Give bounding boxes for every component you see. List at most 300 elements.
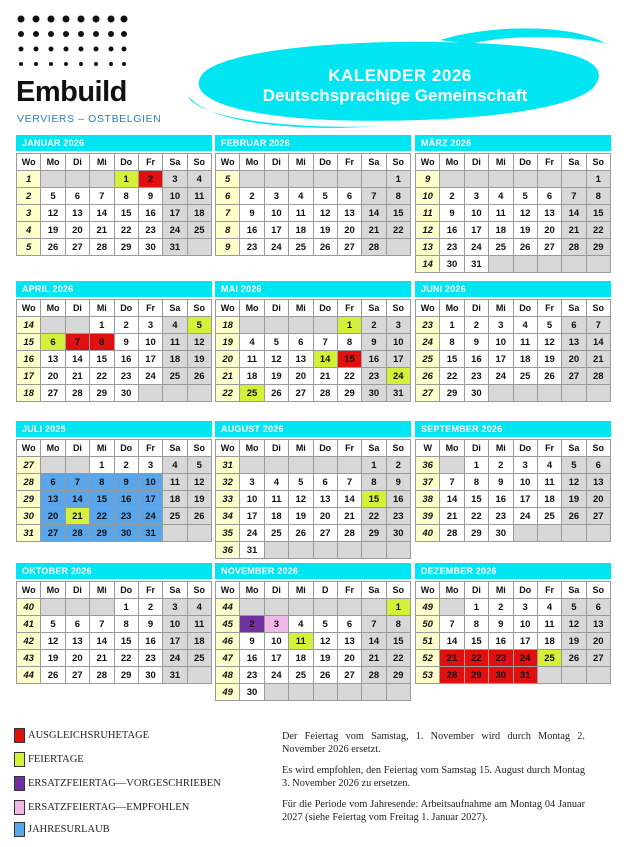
day-cell: 14 (440, 491, 464, 508)
weekday-header: Fr (138, 300, 162, 317)
weekday-header-row (17, 440, 212, 457)
month-title: OKTOBER 2026 (16, 563, 212, 579)
day-cell: 6 (65, 188, 89, 205)
weekday-header: Di (264, 154, 288, 171)
weekday-header: Sa (362, 582, 386, 599)
day-cell: 12 (562, 616, 586, 633)
day-cell: 16 (489, 633, 513, 650)
day-cell: 17 (386, 351, 410, 368)
day-cell: 13 (586, 616, 610, 633)
day-cell: 8 (90, 334, 114, 351)
day-cell: 5 (187, 317, 211, 334)
legend-item (14, 822, 110, 837)
day-cell: 1 (90, 457, 114, 474)
day-cell (513, 256, 537, 273)
week-number: 26 (416, 368, 440, 385)
week-row (416, 188, 611, 205)
day-cell: 5 (41, 616, 65, 633)
week-row (416, 368, 611, 385)
day-cell: 14 (65, 351, 89, 368)
week-row (216, 491, 411, 508)
weekday-header: Di (65, 154, 89, 171)
day-cell: 25 (289, 667, 313, 684)
weekday-header: Do (114, 582, 138, 599)
week-row (216, 222, 411, 239)
day-cell: 24 (489, 368, 513, 385)
day-cell: 29 (464, 525, 488, 542)
day-cell: 26 (187, 508, 211, 525)
month-block (215, 421, 411, 559)
day-cell: 26 (562, 650, 586, 667)
day-cell (240, 171, 264, 188)
month-title: JANUAR 2026 (16, 135, 212, 151)
day-cell: 28 (337, 525, 361, 542)
day-cell: 6 (537, 188, 561, 205)
weekday-header: So (586, 300, 610, 317)
week-number: 40 (17, 599, 41, 616)
day-cell: 21 (586, 351, 610, 368)
day-cell: 11 (513, 334, 537, 351)
day-cell: 17 (513, 491, 537, 508)
week-row (216, 385, 411, 402)
week-number: 36 (216, 542, 240, 559)
day-cell: 10 (138, 334, 162, 351)
day-cell (240, 599, 264, 616)
week-column-header: Wo (416, 300, 440, 317)
day-cell: 17 (264, 650, 288, 667)
month-block (16, 135, 212, 256)
day-cell (41, 171, 65, 188)
note-text: Der Feiertag vom Samstag, 1. November wird durch Montag 2. November 2026 ersetzt. (282, 731, 585, 755)
day-cell: 4 (289, 616, 313, 633)
week-number: 21 (216, 368, 240, 385)
day-cell (264, 457, 288, 474)
day-cell: 4 (513, 317, 537, 334)
calendar-subtitle: Deutschsprachige Gemeinschaft (262, 86, 528, 105)
day-cell (313, 317, 337, 334)
day-cell (163, 385, 187, 402)
day-cell: 3 (264, 616, 288, 633)
weekday-header: So (187, 582, 211, 599)
day-cell (489, 385, 513, 402)
week-row (216, 205, 411, 222)
day-cell: 13 (41, 491, 65, 508)
day-cell: 2 (362, 317, 386, 334)
weekday-header: Di (65, 300, 89, 317)
week-row (416, 525, 611, 542)
weekday-header: D (313, 582, 337, 599)
day-cell: 31 (240, 542, 264, 559)
month-block (16, 281, 212, 402)
day-cell: 2 (440, 188, 464, 205)
day-cell: 18 (187, 633, 211, 650)
week-row (216, 368, 411, 385)
day-cell: 23 (440, 239, 464, 256)
day-cell: 14 (562, 205, 586, 222)
day-cell: 8 (586, 188, 610, 205)
weekday-header: Do (313, 154, 337, 171)
weekday-header: So (386, 440, 410, 457)
day-cell: 11 (537, 616, 561, 633)
day-cell (289, 599, 313, 616)
weekday-header: Di (264, 582, 288, 599)
weekday-header: Di (464, 440, 488, 457)
day-cell: 12 (313, 205, 337, 222)
day-cell: 5 (313, 188, 337, 205)
month-block (415, 563, 611, 684)
day-cell: 21 (440, 508, 464, 525)
day-cell: 19 (313, 650, 337, 667)
day-cell: 12 (313, 633, 337, 650)
brand-name: Embuild (16, 76, 127, 108)
week-row (17, 317, 212, 334)
day-cell: 17 (138, 491, 162, 508)
day-cell: 15 (440, 351, 464, 368)
day-cell: 26 (537, 368, 561, 385)
week-number: 34 (216, 508, 240, 525)
weekday-header: Fr (537, 154, 561, 171)
day-cell: 6 (562, 317, 586, 334)
week-number: 42 (17, 633, 41, 650)
day-cell (362, 171, 386, 188)
day-cell: 30 (362, 385, 386, 402)
weekday-header-row (216, 154, 411, 171)
week-row (17, 616, 212, 633)
day-cell: 28 (90, 667, 114, 684)
day-cell (187, 385, 211, 402)
day-cell: 21 (562, 222, 586, 239)
day-cell: 19 (264, 368, 288, 385)
legend-label: JAHRESURLAUB (28, 823, 110, 835)
week-number: 19 (216, 334, 240, 351)
day-cell: 22 (337, 368, 361, 385)
day-cell (513, 385, 537, 402)
day-cell: 14 (362, 633, 386, 650)
weekday-header: Mo (41, 440, 65, 457)
month-table (415, 439, 611, 542)
day-cell: 9 (138, 188, 162, 205)
day-cell: 10 (513, 616, 537, 633)
week-number: 12 (416, 222, 440, 239)
day-cell: 8 (386, 188, 410, 205)
week-row (17, 474, 212, 491)
week-row (416, 317, 611, 334)
day-cell: 25 (240, 385, 264, 402)
weekday-header: Sa (562, 154, 586, 171)
day-cell: 25 (163, 508, 187, 525)
weekday-header: So (386, 582, 410, 599)
day-cell: 26 (289, 525, 313, 542)
day-cell: 29 (464, 667, 488, 684)
weekday-header: Mi (289, 154, 313, 171)
day-cell: 28 (313, 385, 337, 402)
weekday-header: Mo (41, 300, 65, 317)
day-cell: 22 (464, 650, 488, 667)
day-cell (90, 171, 114, 188)
day-cell: 15 (386, 633, 410, 650)
day-cell: 8 (464, 616, 488, 633)
month-table (415, 581, 611, 684)
day-cell: 29 (337, 385, 361, 402)
day-cell: 10 (264, 205, 288, 222)
day-cell: 10 (489, 334, 513, 351)
weekday-header: Sa (562, 582, 586, 599)
month-title: FEBRUAR 2026 (215, 135, 411, 151)
day-cell: 9 (440, 205, 464, 222)
week-row (17, 334, 212, 351)
weekday-header: Sa (163, 154, 187, 171)
weekday-header: Do (513, 300, 537, 317)
week-number: 10 (416, 188, 440, 205)
day-cell: 18 (264, 508, 288, 525)
day-cell: 22 (362, 508, 386, 525)
week-row (416, 667, 611, 684)
day-cell: 7 (586, 317, 610, 334)
day-cell (65, 171, 89, 188)
month-block (215, 135, 411, 256)
day-cell: 25 (264, 525, 288, 542)
month-table (215, 581, 411, 701)
week-number: 17 (17, 368, 41, 385)
day-cell: 18 (537, 633, 561, 650)
week-number: 3 (17, 205, 41, 222)
week-row (416, 205, 611, 222)
week-row (416, 334, 611, 351)
day-cell: 16 (240, 222, 264, 239)
weekday-header: Mo (240, 582, 264, 599)
legend-swatch (14, 822, 25, 837)
day-cell: 3 (264, 188, 288, 205)
day-cell: 6 (313, 474, 337, 491)
week-row (216, 667, 411, 684)
day-cell: 30 (240, 684, 264, 701)
day-cell: 1 (362, 457, 386, 474)
weekday-header: Sa (163, 582, 187, 599)
week-number: 31 (216, 457, 240, 474)
day-cell: 2 (489, 599, 513, 616)
day-cell: 29 (114, 667, 138, 684)
weekday-header-row (416, 440, 611, 457)
day-cell: 3 (163, 599, 187, 616)
weekday-header: Mi (90, 154, 114, 171)
day-cell: 28 (65, 385, 89, 402)
week-number: 24 (416, 334, 440, 351)
day-cell: 21 (362, 222, 386, 239)
day-cell: 25 (289, 239, 313, 256)
day-cell: 2 (386, 457, 410, 474)
day-cell: 4 (240, 334, 264, 351)
day-cell: 4 (264, 474, 288, 491)
weekday-header: Fr (138, 154, 162, 171)
day-cell: 16 (362, 351, 386, 368)
week-number: 38 (416, 491, 440, 508)
day-cell: 16 (440, 222, 464, 239)
day-cell (65, 317, 89, 334)
day-cell: 7 (337, 474, 361, 491)
week-number: 41 (17, 616, 41, 633)
day-cell: 5 (289, 474, 313, 491)
weekday-header: Do (114, 440, 138, 457)
legend-swatch (14, 800, 25, 815)
day-cell: 7 (65, 474, 89, 491)
day-cell: 3 (513, 599, 537, 616)
month-title: MAI 2026 (215, 281, 411, 297)
week-number: 37 (416, 474, 440, 491)
day-cell: 8 (386, 616, 410, 633)
day-cell: 21 (362, 650, 386, 667)
weekday-header: Fr (337, 440, 361, 457)
weekday-header-row (17, 154, 212, 171)
day-cell: 19 (562, 491, 586, 508)
day-cell: 23 (114, 368, 138, 385)
day-cell: 11 (163, 334, 187, 351)
day-cell: 11 (537, 474, 561, 491)
weekday-header: Do (313, 440, 337, 457)
day-cell: 30 (114, 385, 138, 402)
day-cell: 25 (187, 222, 211, 239)
day-cell: 14 (586, 334, 610, 351)
day-cell: 3 (240, 474, 264, 491)
month-table (415, 153, 611, 273)
day-cell: 4 (289, 188, 313, 205)
week-row (216, 457, 411, 474)
day-cell: 3 (464, 188, 488, 205)
day-cell: 21 (90, 650, 114, 667)
weekday-header: Sa (362, 440, 386, 457)
day-cell: 15 (114, 205, 138, 222)
day-cell: 5 (562, 457, 586, 474)
day-cell: 25 (537, 508, 561, 525)
day-cell (313, 684, 337, 701)
day-cell: 18 (163, 351, 187, 368)
day-cell: 28 (362, 667, 386, 684)
day-cell: 24 (163, 222, 187, 239)
week-number: 6 (216, 188, 240, 205)
day-cell: 4 (537, 599, 561, 616)
month-block (415, 135, 611, 273)
day-cell: 18 (537, 491, 561, 508)
day-cell: 13 (289, 351, 313, 368)
day-cell: 26 (187, 368, 211, 385)
day-cell (386, 684, 410, 701)
weekday-header-row (17, 582, 212, 599)
day-cell: 20 (337, 222, 361, 239)
day-cell: 20 (537, 222, 561, 239)
week-row (216, 188, 411, 205)
day-cell: 12 (513, 205, 537, 222)
weekday-header: Mi (289, 582, 313, 599)
week-row (216, 525, 411, 542)
week-number: 16 (17, 351, 41, 368)
day-cell: 5 (313, 616, 337, 633)
day-cell: 25 (513, 368, 537, 385)
day-cell: 2 (114, 317, 138, 334)
day-cell (489, 256, 513, 273)
day-cell: 13 (337, 633, 361, 650)
day-cell: 23 (240, 239, 264, 256)
day-cell: 13 (562, 334, 586, 351)
day-cell (90, 599, 114, 616)
day-cell: 10 (464, 205, 488, 222)
day-cell: 28 (362, 239, 386, 256)
legend-label: ERSATZFEIERTAG—EMPFOHLEN (28, 801, 190, 813)
week-row (216, 616, 411, 633)
weekday-header: So (386, 154, 410, 171)
day-cell: 13 (65, 633, 89, 650)
day-cell: 17 (264, 222, 288, 239)
day-cell: 9 (489, 474, 513, 491)
day-cell: 9 (362, 334, 386, 351)
day-cell (337, 542, 361, 559)
day-cell: 5 (537, 317, 561, 334)
week-row (216, 334, 411, 351)
week-number: 18 (17, 385, 41, 402)
week-number: 45 (216, 616, 240, 633)
month-table (215, 299, 411, 402)
day-cell: 13 (337, 205, 361, 222)
note-text: Es wird empfohlen, den Feiertag vom Samstag 15. August durch Montag 3. November 2026 zu ersetzen. (282, 765, 585, 789)
month-block (415, 421, 611, 542)
day-cell: 27 (586, 508, 610, 525)
day-cell: 15 (464, 633, 488, 650)
day-cell (41, 317, 65, 334)
day-cell (586, 667, 610, 684)
weekday-header: Sa (562, 440, 586, 457)
day-cell: 18 (240, 368, 264, 385)
day-cell (264, 599, 288, 616)
day-cell (289, 542, 313, 559)
day-cell: 7 (313, 334, 337, 351)
day-cell: 27 (313, 525, 337, 542)
day-cell: 27 (586, 650, 610, 667)
week-number: 13 (416, 239, 440, 256)
day-cell: 12 (187, 334, 211, 351)
week-row (416, 351, 611, 368)
week-row (17, 491, 212, 508)
month-title: SEPTEMBER 2026 (415, 421, 611, 437)
day-cell: 13 (65, 205, 89, 222)
day-cell (586, 256, 610, 273)
weekday-header: Sa (163, 440, 187, 457)
day-cell (138, 385, 162, 402)
day-cell: 8 (114, 616, 138, 633)
week-number: 51 (416, 633, 440, 650)
month-title: AUGUST 2026 (215, 421, 411, 437)
month-block (16, 421, 212, 542)
week-number: 27 (17, 457, 41, 474)
weekday-header: Fr (537, 440, 561, 457)
week-row (17, 222, 212, 239)
week-number: 44 (216, 599, 240, 616)
weekday-header: Mo (440, 582, 464, 599)
day-cell: 18 (289, 222, 313, 239)
week-number: 2 (17, 188, 41, 205)
month-table (215, 153, 411, 256)
weekday-header: So (187, 300, 211, 317)
day-cell (337, 171, 361, 188)
day-cell: 4 (537, 457, 561, 474)
day-cell: 30 (138, 667, 162, 684)
day-cell (313, 542, 337, 559)
day-cell: 13 (41, 351, 65, 368)
week-number: 28 (17, 474, 41, 491)
week-row (216, 351, 411, 368)
day-cell: 22 (386, 222, 410, 239)
day-cell: 8 (90, 474, 114, 491)
day-cell: 8 (440, 334, 464, 351)
day-cell (264, 317, 288, 334)
day-cell: 16 (138, 205, 162, 222)
